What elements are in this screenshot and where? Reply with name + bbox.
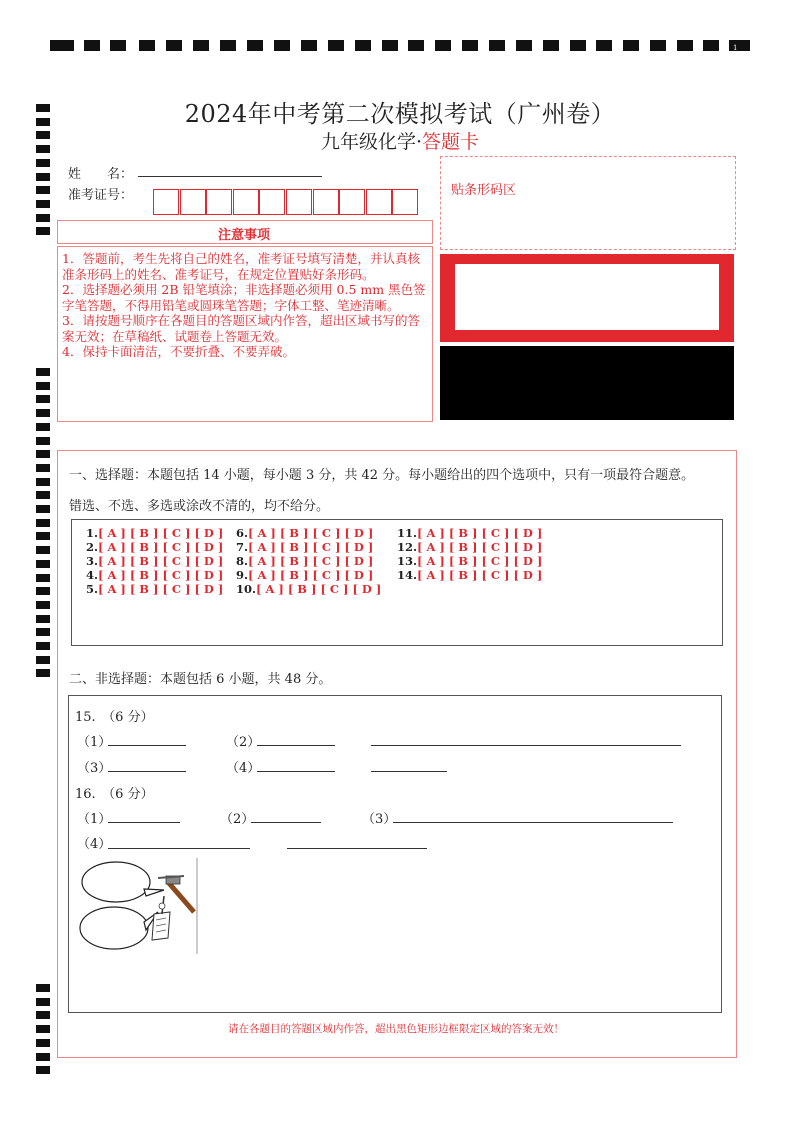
- q16-p2-line[interactable]: [251, 822, 321, 823]
- q15-p4-line[interactable]: [257, 771, 335, 772]
- timing-mark: [36, 423, 50, 431]
- black-block: [440, 346, 734, 420]
- timing-mark: [274, 40, 290, 51]
- notice-item: 4．保持卡面清洁，不要折叠、不要弄破。: [62, 344, 295, 359]
- choice-options[interactable]: [ A ] [ B ] [ C ] [ D ]: [248, 540, 374, 554]
- choice-options[interactable]: [ A ] [ B ] [ C ] [ D ]: [98, 540, 224, 554]
- timing-mark: [36, 532, 50, 540]
- question-number: 11.: [397, 526, 418, 540]
- q16-p1-line[interactable]: [108, 822, 180, 823]
- timing-mark: [36, 656, 50, 664]
- q15-p1-line[interactable]: [108, 745, 186, 746]
- timing-mark: [36, 642, 50, 650]
- choice-row[interactable]: [236, 582, 381, 596]
- q16-p4-label: （4）: [77, 837, 112, 852]
- choice-row[interactable]: [397, 526, 542, 540]
- timing-mark: [36, 368, 50, 376]
- timing-mark: [36, 519, 50, 527]
- timing-mark: [36, 1066, 50, 1074]
- question-number: 8.: [236, 554, 249, 568]
- id-digit-box[interactable]: [206, 189, 232, 215]
- choice-options[interactable]: [ A ] [ B ] [ C ] [ D ]: [248, 568, 374, 582]
- footer-warning: 请在各题目的答题区域内作答，超出黑色矩形边框限定区域的答案无效！: [228, 1023, 564, 1035]
- timing-mark: [36, 1025, 50, 1033]
- timing-mark: [50, 40, 74, 51]
- subtitle-main: 九年级化学·: [320, 131, 423, 153]
- timing-mark: [543, 40, 559, 51]
- timing-mark: [36, 214, 50, 222]
- id-digit-box[interactable]: [259, 189, 285, 215]
- timing-mark: [36, 186, 50, 194]
- notice-item: 3．请按题号顺序在各题目的答题区域内作答，超出区域书写的答案无效；在草稿纸、试题卷上答题无效。: [62, 313, 420, 344]
- timing-mark: [36, 574, 50, 582]
- choice-row[interactable]: [236, 554, 373, 568]
- question-number: 14.: [397, 568, 418, 582]
- section2-heading: 二、非选择题：本题包括 6 小题，共 48 分。: [69, 672, 332, 687]
- timing-mark: [623, 40, 639, 51]
- choice-options[interactable]: [ A ] [ B ] [ C ] [ D ]: [98, 526, 224, 540]
- q15-p3-line[interactable]: [108, 771, 186, 772]
- timing-mark: [36, 628, 50, 636]
- q16-label: 16. （6 分）: [75, 787, 154, 802]
- barcode-label: 贴条形码区: [451, 183, 517, 198]
- question-number: 5.: [86, 582, 99, 596]
- id-label: 准考证号：: [68, 188, 134, 203]
- non-choice-box: [68, 695, 722, 1013]
- timing-mark: [516, 40, 532, 51]
- choice-row[interactable]: [86, 540, 223, 554]
- timing-mark: [110, 40, 126, 51]
- notice-item: 1．答题前，考生先将自己的姓名，准考证号填写清楚，并认真核准条形码上的姓名、准考证号，在规定位置贴好条形码。: [62, 251, 420, 282]
- timing-mark: [355, 40, 371, 51]
- choice-options[interactable]: [ A ] [ B ] [ C ] [ D ]: [248, 554, 374, 568]
- timing-mark: [36, 587, 50, 595]
- timing-mark: [36, 601, 50, 609]
- timing-mark: [596, 40, 612, 51]
- page-title: 2024年中考第二次模拟考试（广州卷）: [184, 100, 616, 128]
- choice-row[interactable]: [86, 582, 223, 596]
- timing-mark: [36, 173, 50, 181]
- question-number: 1.: [86, 526, 99, 540]
- timing-mark: [36, 159, 50, 167]
- choice-row[interactable]: [397, 568, 542, 582]
- timing-mark: [36, 505, 50, 513]
- q15-p4-label: （4）: [226, 761, 261, 776]
- timing-mark: [301, 40, 317, 51]
- timing-mark: [677, 40, 693, 51]
- notice-list: [62, 251, 426, 360]
- id-digit-box[interactable]: [153, 189, 179, 215]
- question-number: 6.: [236, 526, 249, 540]
- timing-mark: [36, 395, 50, 403]
- timing-mark: [36, 478, 50, 486]
- timing-mark: [36, 382, 50, 390]
- timing-mark: [36, 409, 50, 417]
- choice-row[interactable]: [86, 554, 223, 568]
- subtitle-red: 答题卡: [422, 131, 480, 153]
- choice-options[interactable]: [ A ] [ B ] [ C ] [ D ]: [98, 568, 224, 582]
- timing-mark: [36, 464, 50, 472]
- barcode-area: [440, 156, 736, 250]
- q15-p2-line[interactable]: [257, 745, 335, 746]
- id-digit-box[interactable]: [392, 189, 418, 215]
- timing-mark: [36, 560, 50, 568]
- choice-options[interactable]: [ A ] [ B ] [ C ] [ D ]: [248, 526, 374, 540]
- timing-mark: [193, 40, 209, 51]
- timing-mark: [36, 450, 50, 458]
- timing-mark: [703, 40, 719, 51]
- absent-mark-inner[interactable]: [455, 264, 719, 330]
- notice-item: 2．选择题必须用 2B 铅笔填涂；非选择题必须用 0.5 mm 黑色签字笔答题，不得用铅笔或圆珠笔答题；字体工整、笔迹清晰。: [62, 282, 426, 313]
- timing-mark: [36, 546, 50, 554]
- q16-p4-line[interactable]: [108, 848, 250, 849]
- question-number: 10.: [236, 582, 257, 596]
- q15-label: 15. （6 分）: [75, 710, 154, 725]
- timing-mark: [36, 984, 50, 992]
- name-label: 姓 名：: [68, 167, 134, 182]
- timing-mark: [247, 40, 263, 51]
- question-number: 9.: [236, 568, 249, 582]
- question-number: 2.: [86, 540, 99, 554]
- section1-line2: 错选、不选、多选或涂改不清的，均不给分。: [69, 499, 330, 514]
- timing-mark: [36, 615, 50, 623]
- timing-mark: [408, 40, 424, 51]
- question-number: 3.: [86, 554, 99, 568]
- timing-mark: [36, 200, 50, 208]
- choice-row[interactable]: [86, 568, 223, 582]
- timing-mark: [36, 491, 50, 499]
- q16-p3-label: （3）: [362, 812, 397, 827]
- id-digit-box[interactable]: [313, 189, 339, 215]
- question-number: 13.: [397, 554, 418, 568]
- timing-mark: [382, 40, 398, 51]
- q15-p1-label: （1）: [77, 735, 112, 750]
- question-number: 7.: [236, 540, 249, 554]
- id-digit-box[interactable]: [180, 189, 206, 215]
- timing-mark: [36, 1053, 50, 1061]
- choice-options[interactable]: [ A ] [ B ] [ C ] [ D ]: [417, 540, 543, 554]
- timing-mark: [84, 40, 100, 51]
- timing-mark: [650, 40, 666, 51]
- name-field[interactable]: [138, 176, 322, 177]
- q16-p1-label: （1）: [77, 812, 112, 827]
- choice-options[interactable]: [ A ] [ B ] [ C ] [ D ]: [417, 526, 543, 540]
- q16-p4-extra-line[interactable]: [287, 848, 427, 849]
- choice-options[interactable]: [ A ] [ B ] [ C ] [ D ]: [98, 554, 224, 568]
- id-digit-box[interactable]: [233, 189, 259, 215]
- choice-row[interactable]: [397, 554, 542, 568]
- choice-options[interactable]: [ A ] [ B ] [ C ] [ D ]: [417, 568, 543, 582]
- choice-row[interactable]: [86, 526, 223, 540]
- timing-mark: [328, 40, 344, 51]
- q15-p2-label: （2）: [226, 735, 261, 750]
- q15-p4-extra-line[interactable]: [371, 771, 447, 772]
- id-digit-box[interactable]: [339, 189, 365, 215]
- timing-mark: [462, 40, 478, 51]
- section1-line1: 一、选择题：本题包括 14 小题，每小题 3 分，共 42 分。每小题给出的四个选项中，只有一项最符合题意。: [69, 468, 695, 483]
- q15-p2-extra-line[interactable]: [371, 745, 681, 746]
- choice-row[interactable]: [236, 526, 373, 540]
- speech-bubble-illustration[interactable]: [78, 856, 202, 956]
- question-number: 12.: [397, 540, 418, 554]
- timing-mark: [36, 1039, 50, 1047]
- timing-mark: [139, 40, 155, 51]
- timing-mark: [36, 1011, 50, 1019]
- choice-options[interactable]: [ A ] [ B ] [ C ] [ D ]: [98, 582, 224, 596]
- choice-row[interactable]: [397, 540, 542, 554]
- page-subtitle: [0, 127, 800, 154]
- timing-mark: [166, 40, 182, 51]
- choice-row[interactable]: [236, 568, 373, 582]
- timing-mark: [435, 40, 451, 51]
- id-digit-box[interactable]: [286, 189, 312, 215]
- notice-heading: 注意事项: [217, 228, 270, 243]
- question-number: 4.: [86, 568, 99, 582]
- timing-mark: [36, 227, 50, 235]
- timing-mark: [489, 40, 505, 51]
- timing-mark: [36, 998, 50, 1006]
- page-number: 1: [733, 44, 738, 52]
- timing-mark: [220, 40, 236, 51]
- timing-mark: [36, 437, 50, 445]
- q16-p2-label: （2）: [220, 812, 255, 827]
- section1-instructions: [69, 464, 694, 514]
- choice-options[interactable]: [ A ] [ B ] [ C ] [ D ]: [256, 582, 382, 596]
- q15-p3-label: （3）: [77, 761, 112, 776]
- choice-options[interactable]: [ A ] [ B ] [ C ] [ D ]: [417, 554, 543, 568]
- timing-mark: [570, 40, 586, 51]
- timing-mark: [36, 669, 50, 677]
- q16-p3-line[interactable]: [393, 822, 673, 823]
- choice-row[interactable]: [236, 540, 373, 554]
- id-digit-box[interactable]: [366, 189, 392, 215]
